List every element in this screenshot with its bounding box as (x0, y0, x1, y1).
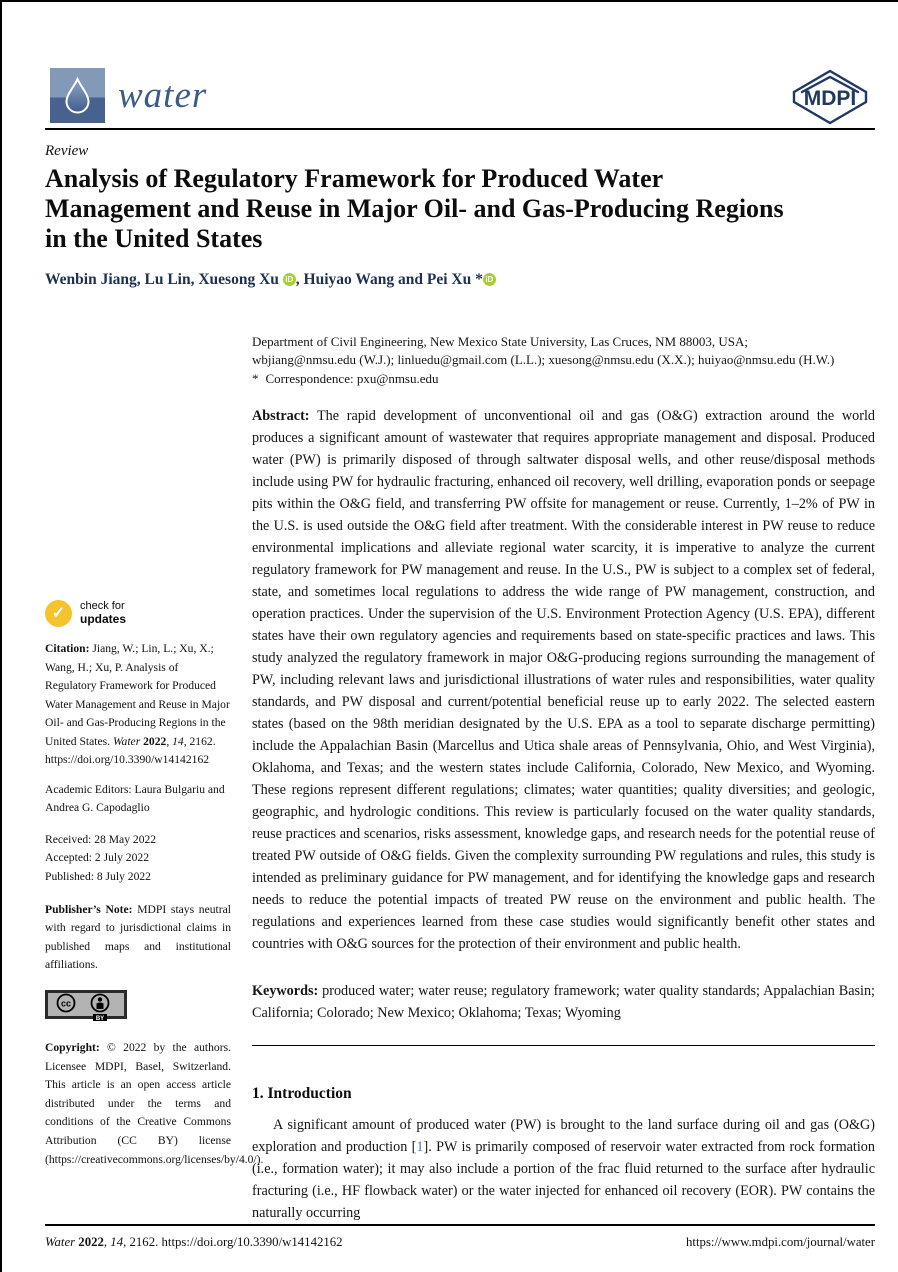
intro-text: A significant amount of produced water (PW) is brought to the land surface during oil and gas (O&G) exploration and production (252, 1117, 875, 1156)
introduction-heading: 1. Introduction (252, 1085, 352, 1103)
keywords-paragraph (252, 980, 875, 1024)
footer-journal: Water (45, 1235, 76, 1249)
ref-bracket: ] (423, 1139, 429, 1156)
keywords-text: produced water; water reuse; regulatory framework; water quality standards; Appalachian Basin; California; Colorado; New Mexico; Oklahoma; Texas; Wyoming (252, 983, 876, 1022)
correspondence-marker: * (252, 370, 259, 386)
footer-article-no: , 2162. (123, 1235, 162, 1249)
footer-year: 2022 (75, 1235, 104, 1249)
affiliation-block (252, 333, 875, 388)
academic-editors-block (45, 781, 231, 818)
academic-editors-text: Laura Bulgariu and Andrea G. Capodaglio (45, 782, 225, 815)
received-date: Received: 28 May 2022 (45, 832, 157, 846)
water-drop-icon (50, 68, 105, 123)
mdpi-logo (784, 66, 876, 133)
footer-doi-link[interactable]: https://doi.org/10.3390/w14142162 (161, 1235, 343, 1249)
orcid-icon[interactable]: iD (483, 273, 496, 286)
citation-year: 2022 (140, 734, 167, 748)
abstract-text: The rapid development of unconventional oil and gas (O&G) extraction around the world produces a significant amount of wastewater that requires appropriate management and disposal. Produced water (PW) is primarily disposed of through saltwater disposal wells, and other reuse/disposal methods include using PW for hydraulic fracturing, enhanced oil recovery, well drilling, evaporation ponds or seepage pits within the O&G field, and transferring PW offsite for management or reuse. Currently, 1–2% of PW in the U.S. is used outside the O&G field after treatment. With the considerable interest in PW reuse to reduce environmental implications and alleviate regional water scarcity, it is imperative to analyze the current regulatory framework for PW management and reuse. In the U.S., PW is subject to a complex set of federal, state, and sometimes local regulations to address the wide range of PW management, construction, and operation practices. Under the supervision of the U.S. Environment Protection Agency (U.S. EPA), different states have their own regulatory agencies and requirements based on state-specific practices and laws. This study analyzed the regulatory framework in major O&G-producing regions surrounding the management of PW, including relevant laws and jurisdictional illustrations of water rules and responsibilities, water quality standards, and PW disposal and current/potential beneficial reuse up to early 2022. The selected eastern states (based on the 98th meridian designated by the U.S. EPA as a tool to separate discharge permitting) include the Appalachian Basin (Marcellus and Utica shale areas of Pennsylvania, Ohio, and West Virginia), Oklahoma, and Texas; and the western states include California, Colorado, New Mexico, and Wyoming. These regions represent different regulations; climates; water quantities; quality diversities; and geologic, geographic, and hydrologic conditions. This review is particularly focused on the water quality standards, reuse practices and scenarios, risks assessment, knowledge gaps, and research needs for the potential reuse of treated PW outside of O&G fields. Given the complexity surrounding PW regulations and rules, this study is intended as preliminary guidance for PW management, and for identifying the knowledge gaps and research needs to reduce the potential impacts of treated PW reuse on the environment and public health. The regulations and experiences learned from these case studies would significantly benefit other states and countries with O&G sources for the protection of their environment and public health. (252, 408, 875, 953)
checkmark-icon: ✓ (45, 600, 72, 627)
copyright-text: © 2022 by the authors. Licensee MDPI, Basel, Switzerland. This article is an open access article distributed under the terms and conditions of the Creative Commons Attribution (CC BY) license (https://creativecommons.org/licenses/by/4.0/). (45, 1041, 264, 1166)
cc-glyph: cc (60, 998, 72, 1009)
citation-text: Jiang, W.; Lin, L.; Xu, X.; Wang, H.; Xu, P. Analysis of Regulatory Framework for Produced Water Management and Reuse in Major Oil- and Gas-Producing Regions in the United States. (45, 642, 230, 748)
introduction-paragraph (252, 1114, 875, 1224)
keywords-label: Keywords: (252, 983, 319, 1000)
sidebar-column (45, 600, 264, 1169)
accepted-date: Accepted: 2 July 2022 (45, 851, 149, 865)
correspondence-text (266, 370, 439, 388)
check-for-updates-label (80, 600, 126, 626)
ref-bracket: [ (411, 1139, 417, 1156)
mdpi-logo-text: MDPI (803, 87, 857, 110)
orcid-icon[interactable]: iD (283, 273, 296, 286)
citation-article-no: , 2162. (183, 734, 216, 748)
footer (45, 1235, 875, 1250)
header-divider (45, 128, 875, 130)
academic-editors-label: Academic Editors: (45, 782, 132, 796)
main-column (252, 333, 875, 1224)
citation-doi-link[interactable]: https://doi.org/10.3390/w14142162 (45, 753, 210, 767)
publishers-note-label: Publisher’s Note: (45, 902, 133, 916)
abstract-label: Abstract: (252, 408, 310, 425)
authors-text: , Huiyao Wang and Pei Xu (295, 271, 472, 288)
check-for-updates-button[interactable] (45, 600, 231, 627)
by-glyph: BY (95, 1015, 105, 1022)
check-updates-line2: updates (80, 611, 127, 626)
correspondence-label: Correspondence: (265, 370, 354, 386)
citation-journal: Water (110, 734, 141, 748)
citation-ref-1[interactable] (412, 1139, 429, 1155)
footer-divider (45, 1224, 875, 1226)
published-date: Published: 8 July 2022 (45, 870, 151, 884)
copyright-block (45, 1039, 264, 1169)
affiliation-line-2: wbjiang@nmsu.edu (W.J.); linluedu@gmail.com (L.L.); xuesong@nmsu.edu (X.X.); huiyao@nmsu.edu (H.W.) (252, 352, 835, 368)
cc-by-license-badge[interactable] (45, 990, 231, 1029)
publishers-note-text: MDPI stays neutral with regard to jurisdictional claims in published maps and institutional affiliations. (45, 902, 231, 972)
author-line (45, 271, 496, 289)
mdpi-logo-icon (784, 66, 876, 128)
article-title: Analysis of Regulatory Framework for Produced Water Management and Reuse in Major Oil- and Gas-Producing Regions in the United States (45, 164, 784, 254)
check-updates-line1: check for (80, 600, 125, 613)
intro-text: . PW is primarily composed of reservoir water extracted from rock formation (i.e., formation water); it may also include a portion of the frac fluid returned to the surface after hydraulic fracturing (i.e., HF flowback water) or the water injected for enhanced oil recovery (EOR). PW contains the naturally occurring (252, 1139, 875, 1222)
publishers-note-block (45, 901, 231, 975)
citation-label: Citation: (45, 642, 90, 655)
correspondence-star: * (475, 271, 483, 288)
citation-volume: , 14 (166, 734, 184, 748)
footer-journal-url[interactable]: https://www.mdpi.com/journal/water (686, 1235, 875, 1249)
cc-by-icon (45, 990, 127, 1022)
correspondence-email[interactable]: pxu@nmsu.edu (356, 370, 439, 386)
water-journal-logo (50, 68, 105, 123)
footer-volume: , 14 (103, 1235, 124, 1249)
copyright-label: Copyright: (45, 1041, 100, 1055)
section-divider (252, 1045, 875, 1046)
affiliation-line-1: Department of Civil Engineering, New Mexico State University, Las Cruces, NM 88003, USA; (252, 334, 748, 349)
authors-text: Wenbin Jiang, Lu Lin, Xuesong Xu (45, 271, 279, 288)
article-type-label: Review (45, 143, 89, 159)
history-dates-block (45, 831, 231, 887)
citation-block (45, 640, 231, 770)
abstract-paragraph (252, 405, 875, 955)
ref-number: 1 (416, 1139, 424, 1156)
journal-name: water (118, 75, 208, 116)
footer-citation (45, 1235, 343, 1250)
correspondence-line (252, 370, 875, 388)
